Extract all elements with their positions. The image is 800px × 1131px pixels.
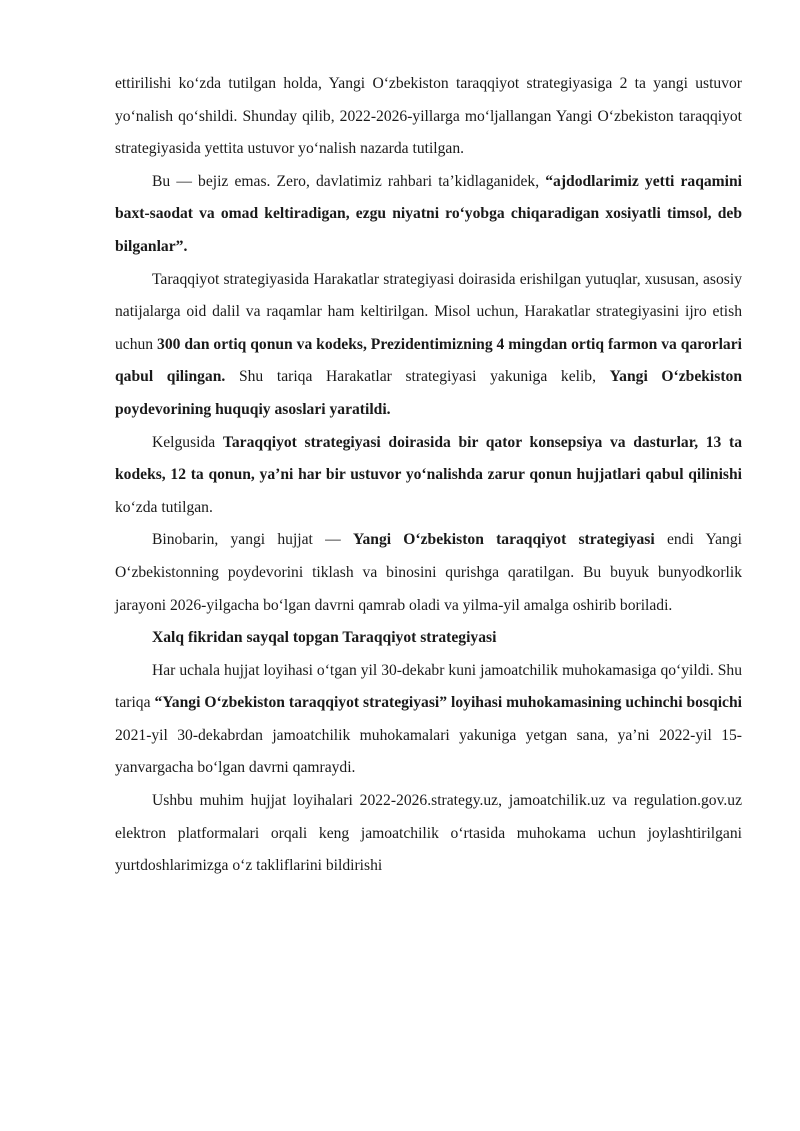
- paragraph-4-text-2: ko‘zda tutilgan.: [115, 498, 213, 516]
- paragraph-2-quote-bold: “ajdodlarimiz yetti raqamini baxt-saodat va omad keltiradigan, ezgu niyatni ro‘yobga chiqaradigan xosiyatli timsol, deb bilganlar”.: [115, 172, 742, 255]
- document-page: [115, 68, 742, 883]
- paragraph-7-text: Har uchala hujjat loyihasi o‘tgan yil 30-dekabr kuni jamoatchilik muhokamasiga qo‘yildi. Shu tariqa: [115, 661, 742, 712]
- paragraph-4-bold: Taraqqiyot strategiyasi doirasida bir qator konsepsiya va dasturlar, 13 ta kodeks, 12 ta qonun, ya’ni har bir ustuvor yo‘nalishda zarur qonun hujjatlari qabul qilinishi: [115, 433, 742, 484]
- paragraph-8-text: Ushbu muhim hujjat loyihalari 2022-2026.strategy.uz, jamoatchilik.uz va regulation.gov.uz elektron platformalari orqali keng jamoatchilik o‘rtasida muhokama uchun joylashtirilgani yurtdoshlarimizga o‘z takliflarini bildirishi: [115, 792, 742, 875]
- paragraph-1-text: ettirilishi ko‘zda tutilgan holda, Yangi O‘zbekiston taraqqiyot strategiyasiga 2 ta yangi ustuvor yo‘nalish qo‘shildi. Shunday qilib, 2022-2026-yillarga mo‘ljallangan Yangi O‘zbekiston taraqqiyot strategiyasida yettita ustuvor yo‘nalish nazarda tutilgan.: [115, 75, 742, 158]
- paragraph-7-bold: “Yangi O‘zbekiston taraqqiyot strategiyasi” loyihasi muhokamasining uchinchi bosqichi: [154, 694, 742, 712]
- paragraph-1: [115, 68, 742, 166]
- paragraph-2-text: Bu — bejiz emas. Zero, davlatimiz rahbari ta’kidlaganidek,: [152, 172, 546, 190]
- section-heading-text: Xalq fikridan sayqal topgan Taraqqiyot strategiyasi: [152, 629, 497, 647]
- paragraph-7: [115, 655, 742, 785]
- paragraph-4-text: Kelgusida: [152, 433, 223, 451]
- paragraph-3-bold-foundation: Yangi O‘zbekiston poydevorining huquqiy asoslari yaratildi.: [115, 368, 742, 418]
- paragraph-5-text-2: endi Yangi O‘zbekistonning poydevorini tiklash va binosini qurishga qaratilgan. Bu buyuk bunyodkorlik jarayoni 2026-yilgacha bo‘lgan davrni qamrab oladi va yilma-yil amalga oshirib boriladi.: [115, 531, 742, 614]
- paragraph-8: [115, 785, 742, 883]
- paragraph-4: [115, 427, 742, 525]
- paragraph-5: [115, 524, 742, 622]
- paragraph-3-bold-laws: 300 dan ortiq qonun va kodeks, Prezidentimizning 4 mingdan ortiq farmon va qarorlari qabul qilingan.: [115, 335, 742, 386]
- paragraph-5-bold: Yangi O‘zbekiston taraqqiyot strategiyasi: [352, 531, 655, 549]
- paragraph-3-text: Taraqqiyot strategiyasida Harakatlar strategiyasi doirasida erishilgan yutuqlar, xususan, asosiy natijalarga oid dalil va raqamlar ham keltirilgan. Misol uchun, Harakatlar strategiyasini ijro etish uchun: [115, 270, 742, 353]
- paragraph-2: [115, 166, 742, 264]
- paragraph-3: [115, 264, 742, 427]
- paragraph-7-text-2: 2021-yil 30-dekabrdan jamoatchilik muhokamalari yakuniga yetgan sana, ya’ni 2022-yil 15-yanvargacha bo‘lgan davrni qamraydi.: [115, 726, 742, 777]
- section-heading: [115, 622, 742, 655]
- paragraph-5-text: Binobarin, yangi hujjat —: [152, 531, 353, 549]
- paragraph-3-text-2: Shu tariqa Harakatlar strategiyasi yakuniga kelib,: [225, 368, 610, 386]
